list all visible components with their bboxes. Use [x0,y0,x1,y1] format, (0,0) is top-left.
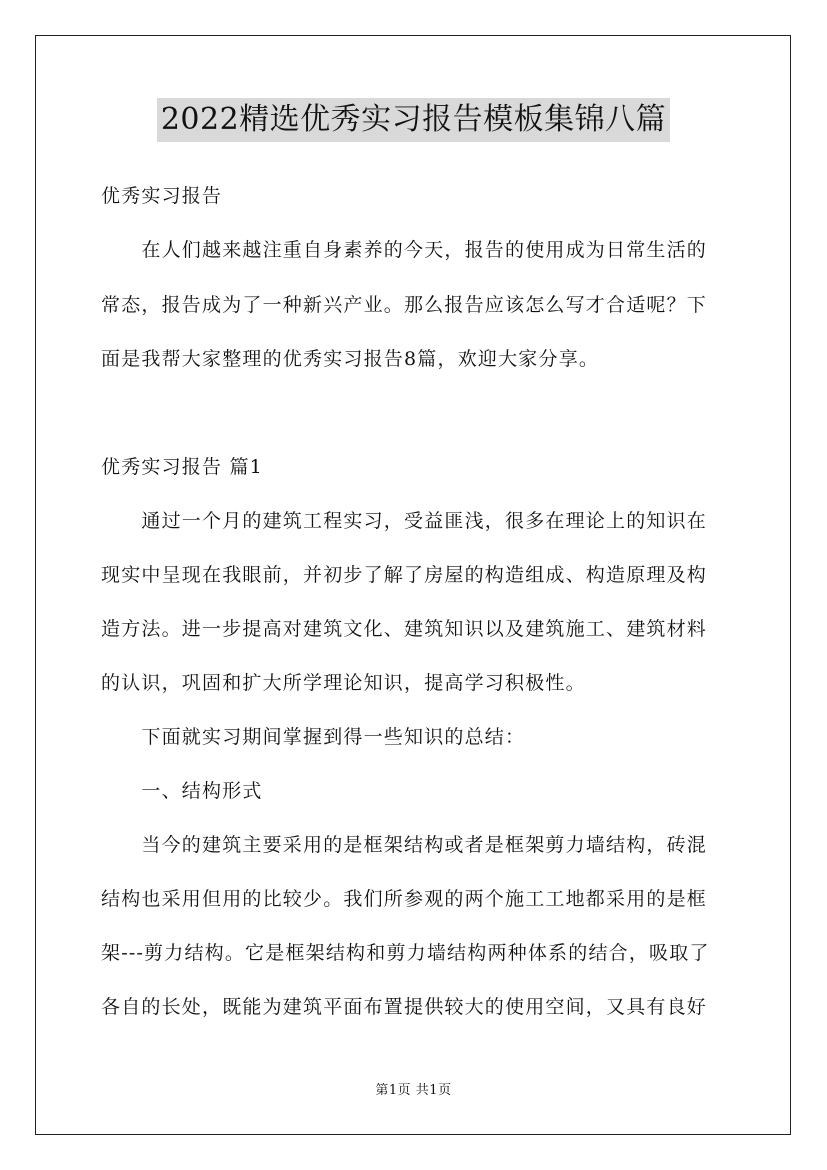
body-line: 结构也采用但用的比较少。我们所参观的两个施工工地都采用的是框 [101,888,708,910]
document-title: 2022精选优秀实习报告模板集锦八篇 [157,98,670,142]
intro-line: 常态，报告成为了一种新兴产业。那么报告应该怎么写才合适呢？下 [101,294,708,316]
article-heading: 优秀实习报告 篇1 [101,456,263,478]
body-line: 通过一个月的建筑工程实习，受益匪浅，很多在理论上的知识在 [101,510,708,532]
page-footer: 第1页 共1页 [375,1083,452,1098]
body-line: 架---剪力结构。它是框架结构和剪力墙结构两种体系的结合，吸取了 [101,942,710,964]
section-heading: 优秀实习报告 [101,185,223,207]
intro-line: 在人们越来越注重自身素养的今天，报告的使用成为日常生活的 [101,239,708,261]
body-line: 的认识，巩固和扩大所学理论知识，提高学习积极性。 [101,672,586,694]
subheading: 一、结构形式 [101,780,263,802]
title-container [0,98,827,142]
body-line: 现实中呈现在我眼前，并初步了解了房屋的构造组成、构造原理及构 [101,564,708,586]
body-line: 造方法。进一步提高对建筑文化、建筑知识以及建筑施工、建筑材料 [101,618,708,640]
body-line: 各自的长处，既能为建筑平面布置提供较大的使用空间，又具有良好 [101,996,708,1018]
body-line: 下面就实习期间掌握到得一些知识的总结： [101,726,526,748]
intro-line: 面是我帮大家整理的优秀实习报告8篇，欢迎大家分享。 [101,348,600,370]
body-line: 当今的建筑主要采用的是框架结构或者是框架剪力墙结构，砖混 [101,834,708,856]
